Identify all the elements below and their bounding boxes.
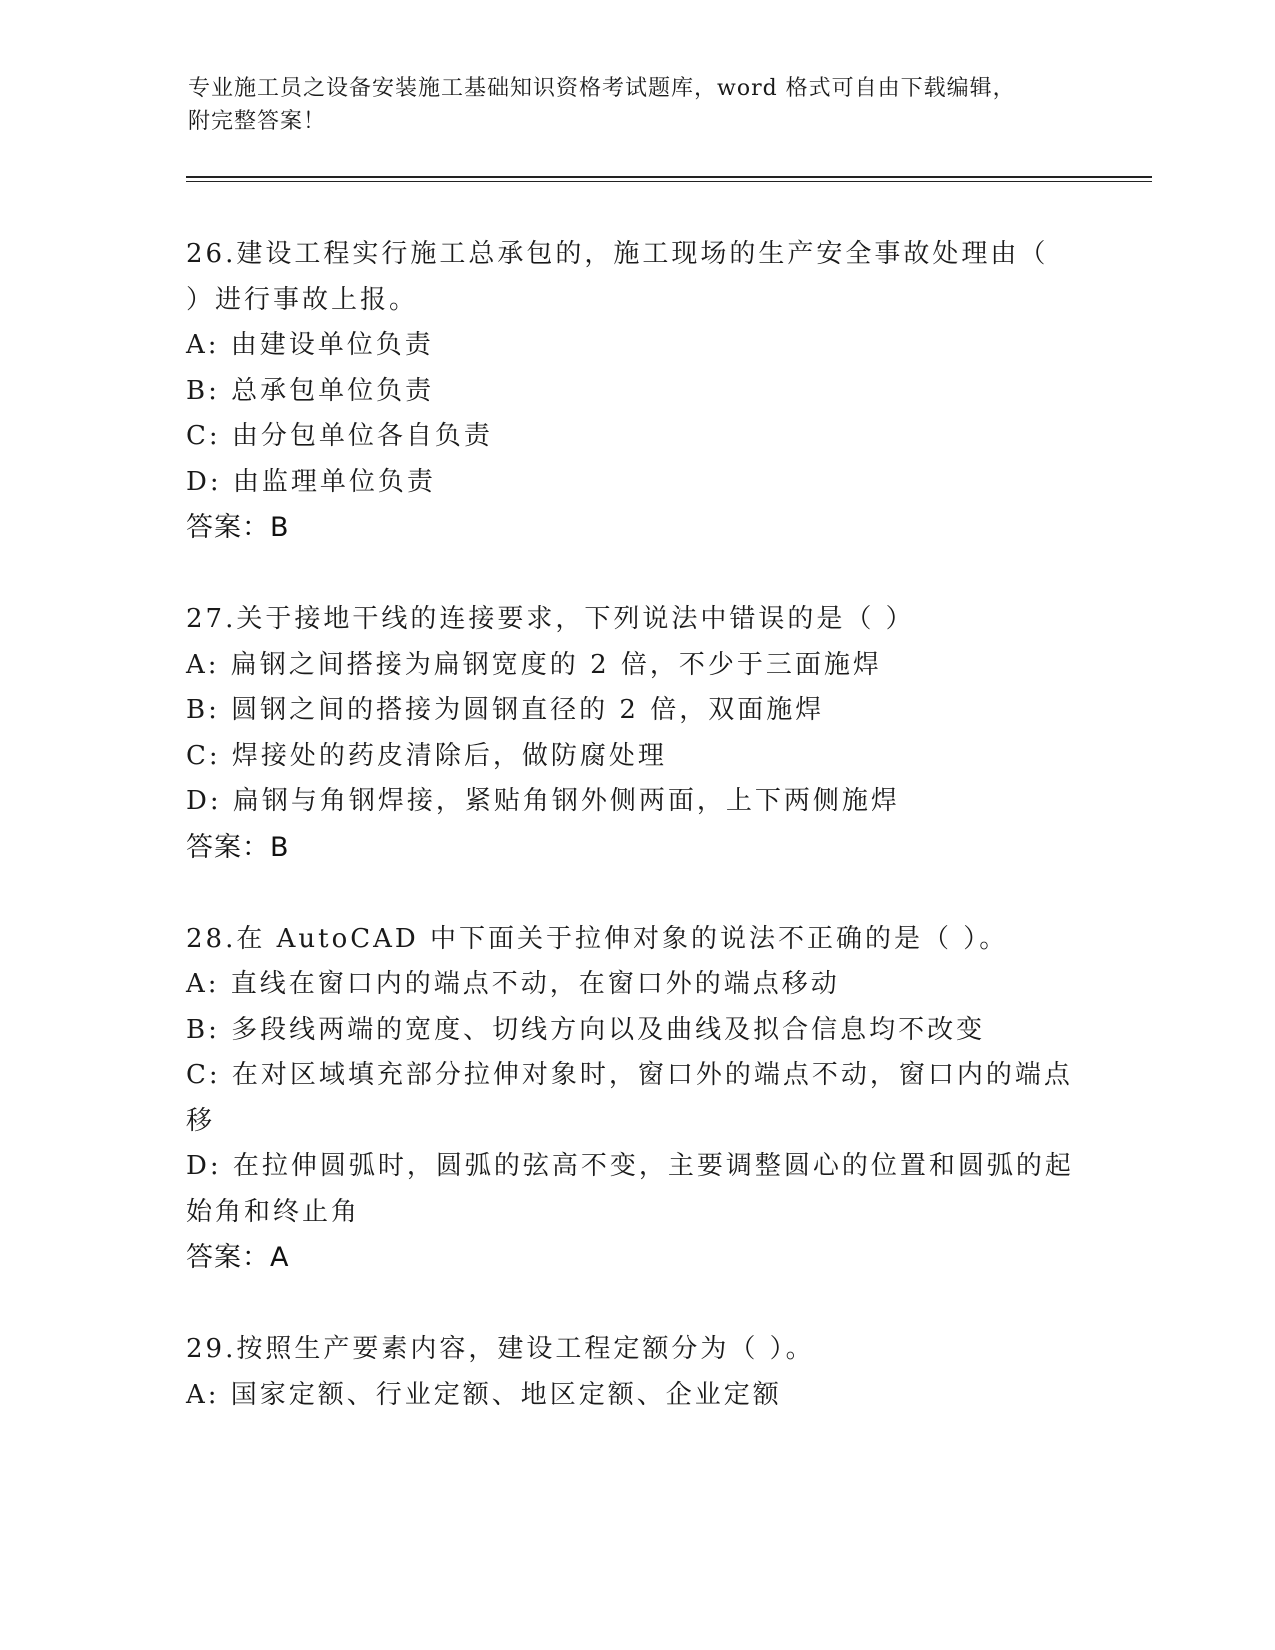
question-text: 27.关于接地干线的连接要求，下列说法中错误的是（ ） bbox=[186, 604, 915, 634]
option-b: B: 圆钢之间的搭接为圆钢直径的 2 倍，双面施焊 bbox=[186, 695, 825, 725]
question-27 bbox=[186, 597, 1086, 871]
question-text: 28.在 AutoCAD 中下面关于拉伸对象的说法不正确的是（ ）。 bbox=[186, 923, 1009, 954]
header-line-2: 附完整答案！ bbox=[188, 109, 327, 134]
answer-label: 答案：B bbox=[186, 512, 290, 543]
header-divider-thick bbox=[186, 176, 1152, 178]
option-c-continued: 移 bbox=[186, 1105, 216, 1136]
option-d: D: 在拉伸圆弧时，圆弧的弦高不变，主要调整圆心的位置和圆弧的起 bbox=[186, 1151, 1074, 1181]
header-line-1: 专业施工员之设备安装施工基础知识资格考试题库，word 格式可自由下载编辑， bbox=[188, 76, 1016, 101]
document-header bbox=[188, 72, 1088, 138]
question-29 bbox=[186, 1327, 1086, 1418]
option-b: B: 多段线两端的宽度、切线方向以及曲线及拟合信息均不改变 bbox=[186, 1014, 986, 1045]
question-list bbox=[186, 232, 1086, 1464]
question-text: 26.建设工程实行施工总承包的，施工现场的生产安全事故处理由（ bbox=[186, 239, 1049, 269]
option-a: A: 直线在窗口内的端点不动，在窗口外的端点移动 bbox=[186, 969, 840, 999]
option-a: A: 国家定额、行业定额、地区定额、企业定额 bbox=[186, 1379, 782, 1410]
answer-label: 答案：B bbox=[186, 831, 290, 863]
question-28 bbox=[186, 917, 1086, 1282]
option-b: B: 总承包单位负责 bbox=[186, 375, 435, 406]
option-d: D: 由监理单位负责 bbox=[186, 466, 436, 497]
question-text: ）进行事故上报。 bbox=[186, 284, 419, 315]
option-a: A: 由建设单位负责 bbox=[186, 330, 434, 360]
header-divider-thin bbox=[186, 181, 1152, 182]
option-c: C: 在对区域填充部分拉伸对象时，窗口外的端点不动，窗口内的端点 bbox=[186, 1060, 1073, 1090]
option-a: A: 扁钢之间搭接为扁钢宽度的 2 倍，不少于三面施焊 bbox=[186, 649, 882, 680]
answer-label: 答案：A bbox=[186, 1242, 290, 1273]
option-d-continued: 始角和终止角 bbox=[186, 1196, 361, 1227]
question-text: 29.按照生产要素内容，建设工程定额分为（ ）。 bbox=[186, 1334, 815, 1364]
option-c: C: 由分包单位各自负责 bbox=[186, 421, 493, 451]
question-26 bbox=[186, 232, 1086, 551]
option-d: D: 扁钢与角钢焊接，紧贴角钢外侧两面，上下两侧施焊 bbox=[186, 786, 900, 816]
option-c: C: 焊接处的药皮清除后，做防腐处理 bbox=[186, 740, 667, 771]
